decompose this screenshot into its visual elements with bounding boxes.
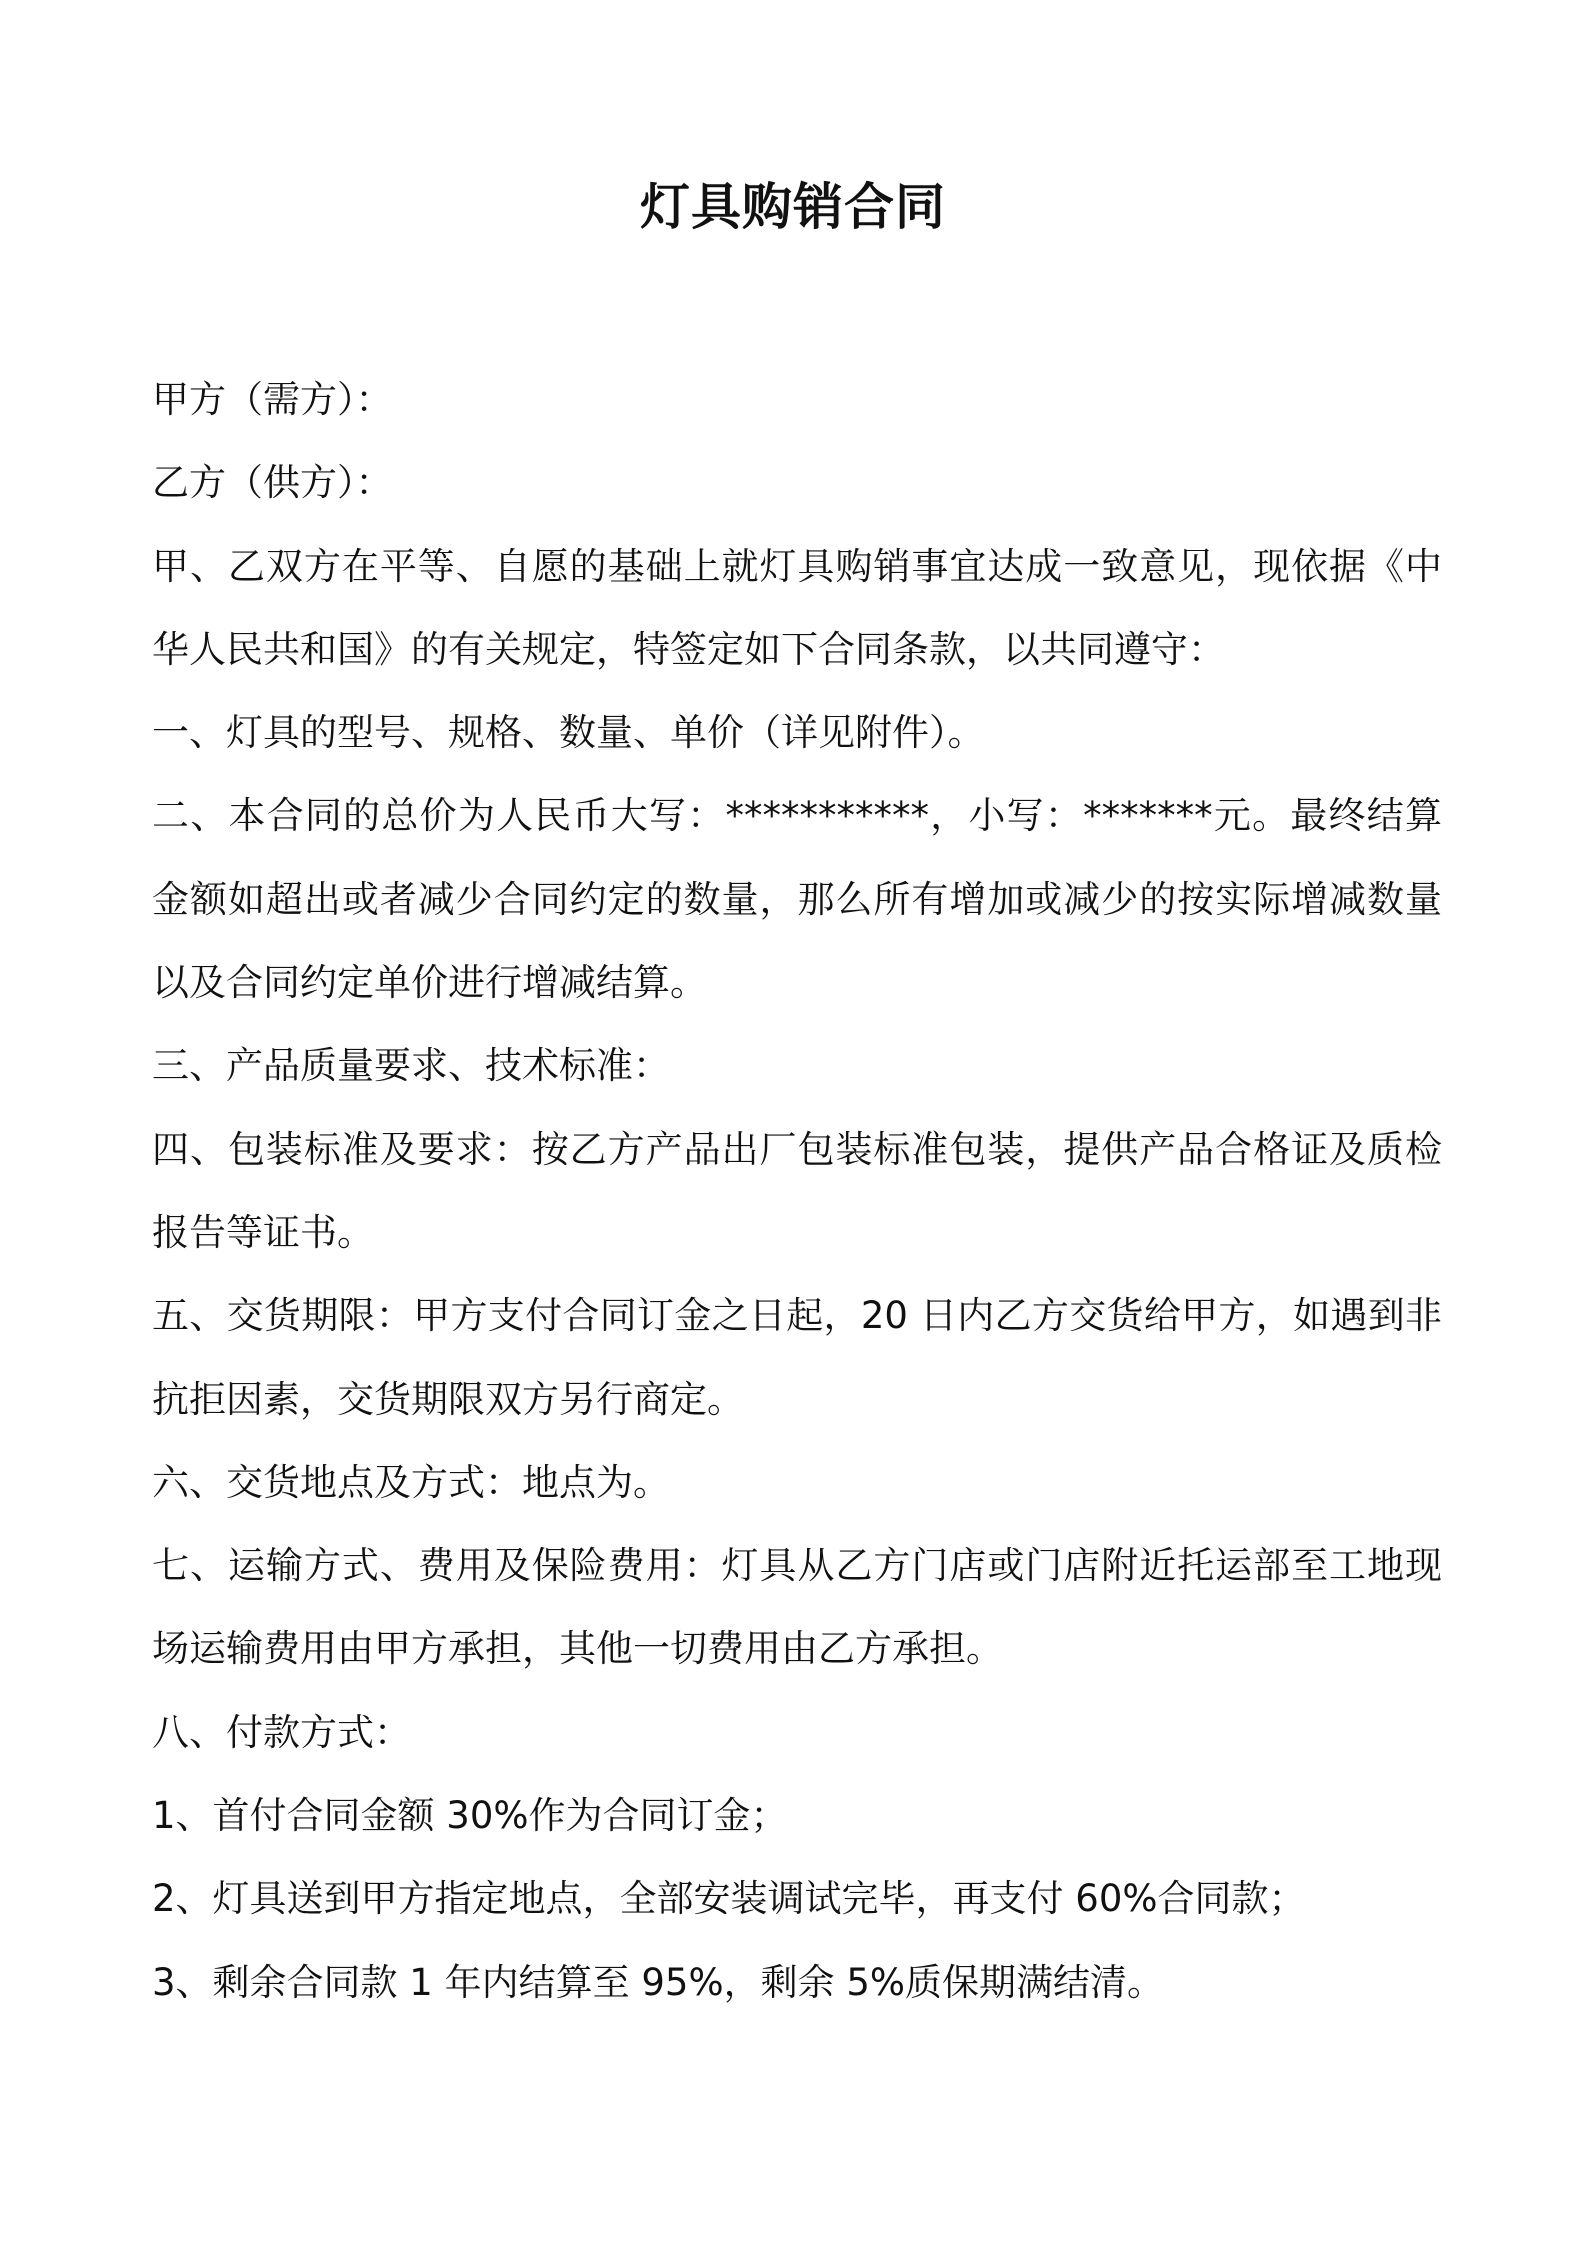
clause-4: 四、包装标准及要求：按乙方产品出厂包装标准包装，提供产品合格证及质检报告等证书。	[152, 1127, 1442, 1254]
document-title: 灯具购销合同	[640, 178, 946, 236]
payment-item-3: 3、剩余合同款 1 年内结算至 95%，剩余 5%质保期满结清。	[152, 1960, 1165, 2004]
clause-3: 三、产品质量要求、技术标准：	[152, 1044, 670, 1088]
clause-1: 一、灯具的型号、规格、数量、单价（详见附件）。	[152, 711, 985, 755]
clause-6: 六、交货地点及方式：地点为。	[152, 1460, 670, 1504]
payment-item-2: 2、灯具送到甲方指定地点，全部安装调试完毕，再支付 60%合同款；	[152, 1877, 1306, 1921]
payment-item-1: 1、首付合同金额 30%作为合同订金；	[152, 1794, 788, 1838]
clause-8: 八、付款方式：	[152, 1710, 411, 1754]
clause-2: 二、本合同的总价为人民币大写：***********，小写：*******元。最终结算金额如超出或者减少合同约定的数量，那么所有增加或减少的按实际增减数量以及合同约定单价进行增减结算。	[152, 794, 1442, 1005]
clause-7: 七、运输方式、费用及保险费用：灯具从乙方门店或门店附近托运部至工地现场运输费用由甲方承担，其他一切费用由乙方承担。	[152, 1544, 1442, 1671]
party-a-line: 甲方（需方）：	[152, 378, 393, 421]
preamble-paragraph: 甲、乙双方在平等、自愿的基础上就灯具购销事宜达成一致意见，现依据《中华人民共和国》的有关规定，特签定如下合同条款，以共同遵守：	[152, 544, 1442, 671]
clause-5: 五、交货期限：甲方支付合同订金之日起，20 日内乙方交货给甲方，如遇到非抗拒因素，交货期限双方另行商定。	[152, 1294, 1442, 1421]
party-b-line: 乙方（供方）：	[152, 461, 393, 505]
contract-body	[152, 358, 1442, 2024]
